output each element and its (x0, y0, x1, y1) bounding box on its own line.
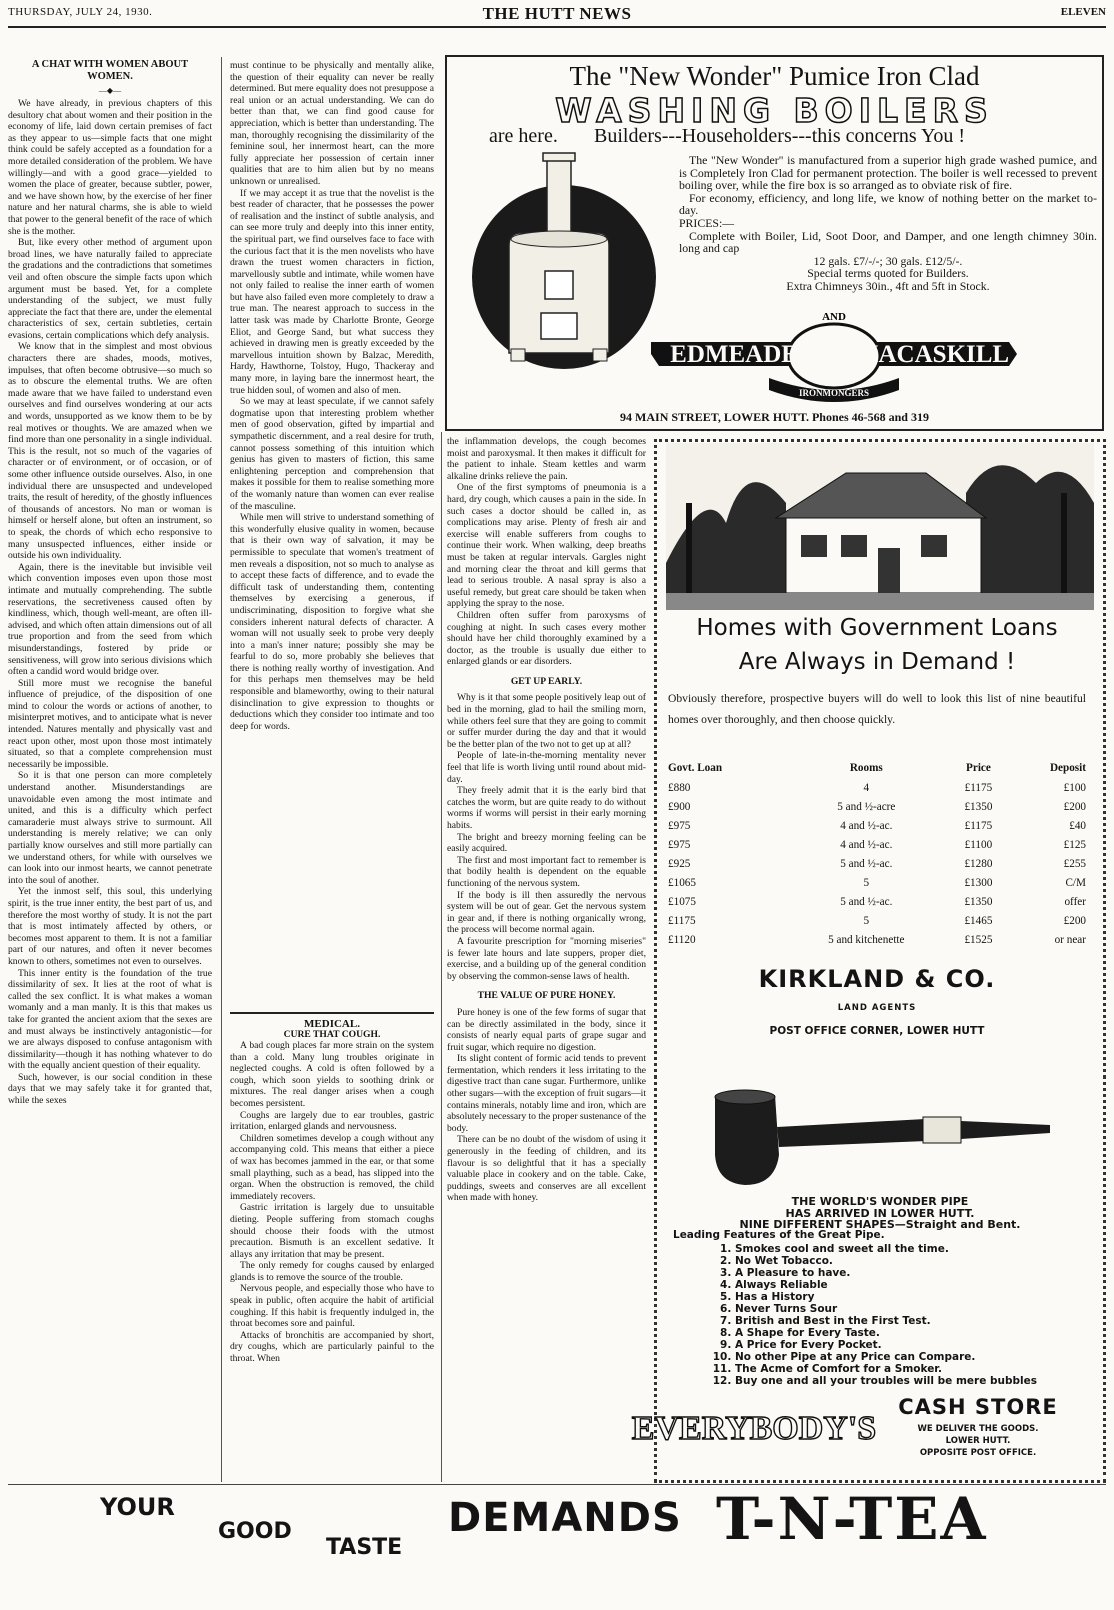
paragraph: Gastric irritation is largely due to unsuitable dieting. People suffering from stomach coughs should choose their foods with the utmost precaution. Bismuth is an excellent sedative. It allays any irritation that may be present. (230, 1202, 434, 1260)
table-cell: or near (1054, 933, 1086, 946)
paragraph: Still more must we recognise the baneful influence of prejudice, of the disposition of one mind to colour the words or actions of another, to misinterpret motives, and to anticipate what is never intended. Natures mentally and physically vast and react upon other, most upon those most intimately situated, so that a complete comprehension must necessarily be impossible. (8, 677, 212, 770)
paragraph: Why is it that some people positively leap out of bed in the morning, glad to hail the smiling morn, while others feel sure that they are going to commit or suffer murder during the day and that it would be the better plan of the two not to get up at all? (447, 692, 646, 750)
table-cell: 5 and kitchenette (828, 933, 905, 946)
washing-boiler-advert (445, 55, 1104, 431)
pipe-shapes: NINE DIFFERENT SHAPES—Straight and Bent. (739, 1218, 1021, 1231)
paragraph: While men will strive to understand something of this wonderfully elusive quality in women, because that is their own way of salvation, it may be permissible to speculate that women's treatment of men reveals a disposition, not so much to analyse as to accept these facts of difference, and to evade the difficult task of understanding them, contenting themselves by exercising a generous, if undiscriminating, disposition to forgive what she considers inherent natural defects of character. A woman will not usually seek to probe very deeply into a man's inner nature; possibly she may be fearful to do so, more probably she believes that there is nothing really worthy of investigation. And for this perhaps men themselves may be held responsible and blameworthy, owing to their natural disinclination to give expression to thoughts or deductions which they consider too intimate and too deep for words. (230, 512, 434, 732)
government-loan-homes-advert (654, 431, 1100, 1069)
list-item: 6. Never Turns Sour (735, 1303, 1037, 1315)
table-cell: £1100 (964, 838, 993, 851)
land-agent-location: POST OFFICE CORNER, LOWER HUTT (769, 1025, 985, 1037)
chimney-stock: Extra Chimneys 30in., 4ft and 5ft in Stock. (786, 278, 990, 293)
medical-section-heading: MEDICAL. (230, 1012, 434, 1030)
table-cell: £900 (668, 800, 691, 813)
table-cell: offer (1064, 895, 1086, 908)
everybodys-store-logo (631, 1393, 877, 1455)
paragraph: They freely admit that it is the early bird that catches the worm, but are quite ready to do without worms if worms will persist in their early morning habits. (447, 785, 646, 831)
table-row (668, 835, 1086, 854)
table-row (668, 778, 1086, 797)
list-item: 8. A Shape for Every Taste. (735, 1327, 1037, 1339)
prices-line: 12 gals. £7/-/-; 30 gals. £12/5/-. (813, 253, 963, 268)
paragraph: We have already, in previous chapters of this desultory chat about women and their position in the economy of life, laid down certain premises of fact as they appear to us—simple facts that one might think could be safely accepted as a foundation for a more detailed consideration of the problem. We have willingly—and with a good grace—yielded to women the place of greater, because subtler, power, and we have shown how, by the exercise of her finer nature and her natural charms, she is able to wield that power to the general benefit of the race of which she is the mother. (8, 98, 212, 237)
washing-boiler-illustration (459, 153, 674, 371)
paragraph: The bright and breezy morning feeling can be easily acquired. (447, 831, 646, 855)
paragraph: If the body is ill then assuredly the nervous system will be out of gear. Get the nervous system in gear and, if there is nothing organically wrong, the process will become normal again. (447, 889, 646, 936)
paragraph: The first and most important fact to remember is that bodily health is dependent on the equable functioning of the nervous system. (447, 854, 646, 889)
store-location: OPPOSITE POST OFFICE. (919, 1448, 1037, 1458)
paragraph: the inflammation develops, the cough becomes moist and paroxysmal. It then makes it difficult for the patient to inhale. Steam kettles and warm alkaline drinks relieve the pain. (447, 436, 646, 482)
table-cell: £1075 (668, 895, 696, 908)
table-cell: £1280 (964, 857, 993, 870)
store-town: LOWER HUTT. (945, 1436, 1011, 1446)
homes-price-table (668, 757, 1086, 949)
table-cell: 5 (863, 876, 870, 889)
headline-line-1: Homes with Government Loans (696, 615, 1058, 641)
paragraph: This inner entity is the foundation of the true dissimilarity of sex. It lies at the root of what is called the sex conflict. It is what makes a woman womanly and a man manly. It is this that makes us take for granted the ancient axiom that the sexes are and must always be instinctively antagonistic—for we are always disposed to confuse antagonism with dissimilarity—though it has nothing whatever to do with the equally ancient question of their equality. (8, 967, 212, 1072)
page-number: ELEVEN (1060, 6, 1106, 18)
chat-article-column-2 (230, 60, 434, 985)
delivery-note: WE DELIVER THE GOODS. (917, 1424, 1039, 1434)
table-row (668, 816, 1086, 835)
banner-word-taste: TASTE (326, 1535, 403, 1560)
paragraph: So we may at least speculate, if we cannot safely dogmatise upon that interesting problem whether men of good observation, gifted by impartial and sympathetic discernment, and a real desire for truth, cannot possess something of this intuition which genius has given to masters of fiction, this same enlightening perception and comprehension that makes it possible for them to realise something more of the womanly nature than women can ever realise of the masculine. (230, 396, 434, 512)
advert-intro: Obviously therefore, prospective buyers will do well to look this list of nine beautiful homes over thoroughly, and then choose quickly. (668, 692, 1086, 726)
advert-body (679, 154, 1097, 293)
logo-and: AND (822, 311, 846, 323)
table-cell: £1350 (964, 800, 993, 813)
pure-honey-heading: THE VALUE OF PURE HONEY. (477, 990, 616, 1002)
table-cell: £925 (668, 857, 691, 870)
table-cell: 4 and ½-ac. (840, 819, 893, 832)
banner-word-demands: DEMANDS (448, 1495, 682, 1541)
paragraph: One of the first symptoms of pneumonia is a hard, dry cough, which causes a pain in the side. In such cases a doctor should be called in, as complications may arise. Plenty of fresh air and exercise will enable sufferers from coughs to continue their work. When walking, deep breaths must be taken at regular intervals. Gargles night and morning clear the throat and kill germs that lead to serious trouble. A nasal spray is also a useful remedy, but great care should be taken when applying the spray to the nose. (447, 482, 646, 610)
issue-date: THURSDAY, JULY 24, 1930. (8, 6, 153, 18)
table-row (668, 797, 1086, 816)
advert-tagline: are here. (489, 125, 558, 147)
logo-trade: IRONMONGERS (798, 388, 870, 398)
paragraph: must continue to be physically and mentally alike, the question of their equality can never be really determined. But mere equality does not presuppose a real union or an actual understanding. We can do better than that, we can find good cause for appreciation, which is better than understanding. The man, thoroughly recognising the dissimilarity of the feminine soul, her innermost heart, can the more fully appreciate her possession of certain inner qualities that are to him alien but by no means unknown or unrealised. (230, 60, 434, 187)
newspaper-title: THE HUTT NEWS (482, 4, 632, 23)
paragraph: Pure honey is one of the few forms of sugar that can be directly assimilated in the body, since it consists of nearly equal parts of grape sugar and fruit sugar, which require no digestion. (447, 1006, 646, 1053)
paragraph: Its slight content of formic acid tends to prevent fermentation, which renders it less irritating to the digestive tract than cane sugar. Furthermore, unlike other sugars—with the exception of fruit sugars—it contains minerals, notably lime and iron, which are absolutely necessary to the proper sustenance of the body. (447, 1053, 647, 1134)
table-cell: £1175 (964, 781, 993, 794)
paragraph: Such, however, is our social condition in these days that we may safely take it for granted that, while the sexes (8, 1071, 212, 1107)
table-cell: £200 (1063, 800, 1086, 813)
house-illustration (666, 443, 1094, 610)
prices-detail: Complete with Boiler, Lid, Soot Door, and Damper, and one length chimney 30in. long and cap (679, 228, 1097, 256)
medical-article-column-1 (230, 1040, 434, 1477)
pipe-illustration (705, 1085, 1055, 1195)
paragraph: For economy, efficiency, and long life, we know of nothing better on the market to-day. (679, 190, 1097, 218)
cash-store-label: CASH STORE (898, 1395, 1058, 1419)
table-cell: £255 (1063, 857, 1086, 870)
get-up-early-heading: GET UP EARLY. (510, 675, 583, 687)
edmeades-macaskill-logo (649, 302, 1019, 407)
list-item: 12. Buy one and all your troubles will be mere bubbles (735, 1375, 1037, 1387)
logo-firm-left: EDMEADES (670, 341, 812, 368)
paragraph: Again, there is the inevitable but invisible veil which convention imposes even upon those most intimate and mutually comprehending. The subtle reservations, the secretiveness caused often by kindliness, which, though well-meant, are often ill-advised, and which often attain dimensions out of all true proportion and from the seed from which misunderstandings, fostered by pride or sensitiveness, will grow into serious divisions which often a candid word would bridge over. (8, 561, 212, 678)
headline-line-2: Are Always in Demand ! (738, 649, 1016, 675)
chat-article-headline: A CHAT WITH WOMEN ABOUT WOMEN. (31, 59, 189, 82)
table-cell: £1525 (964, 933, 993, 946)
land-agent-role: LAND AGENTS (837, 1003, 917, 1013)
advert-headline (654, 611, 1100, 679)
table-cell: £1350 (964, 895, 993, 908)
list-item: 1. Smokes cool and sweet all the time. (735, 1243, 1037, 1255)
table-cell: £200 (1063, 914, 1086, 927)
land-agent-name: KIRKLAND & CO. (758, 965, 996, 993)
paragraph: So it is that one person can more completely understand another. Misunderstandings are unavoidable even among the most intimate and united, and this is a difficulty which perfect camaraderie must always strive to surmount. All understanding is merely relative; we can only partially know ourselves and still more partially can we understand others, for while with ourselves we can look into our inmost hearts, we cannot penetrate into the soul of another. (8, 770, 212, 886)
table-cell: £1120 (668, 933, 696, 946)
banner-word-your: YOUR (100, 1493, 175, 1521)
column-header: Deposit (1049, 761, 1086, 774)
table-row (668, 892, 1086, 911)
paragraph: A bad cough places far more strain on the system than a cold. Many lung troubles originate in neglected coughs. A cold is often followed by a cough, which soon yields to soothing drink or mixtures. The real danger arises when a cough becomes persistent. (230, 1040, 434, 1109)
logo-firm-right: MACASKILL (854, 341, 1010, 368)
list-item: 3. A Pleasure to have. (735, 1267, 1037, 1279)
paragraph: But, like every other method of argument upon broad lines, we have naturally failed to appreciate the gradations and the contradictions that sometimes veil and often obscure the simple facts upon which argument must be based. Yet, for a complete understanding of the subject, we must fully appreciate the fact that there are, under the elemental characteristics of sex, certain subtleties, certain evasions, certain complications which defy analysis. (8, 237, 212, 341)
paragraph: Yet the inmost self, this soul, this underlying spirit, is the true inner entity, the best part of us, and therefore the most worthy of study. It is not the part that is most intimately affected by others, or becomes most apparent to them. It is not a familiar part of our natures, and often it never becomes known to others, sometimes not even to ourselves. (8, 886, 212, 967)
pipe-arrival: HAS ARRIVED IN LOWER HUTT. (785, 1207, 975, 1220)
table-cell: £1065 (668, 876, 696, 889)
advert-product-name: WASHING BOILERS (555, 91, 994, 130)
paragraph: If we may accept it as true that the novelist is the best reader of character, that he possesses the power of realisation and the instinct of subtle analysis, and can see more truly and deeply into this inner entity, the spiritual part, we find ourselves face to face with the curious fact that it is the men novelists who have drawn the truest women characters in fiction, marvellously subtle and intimate, while women have not only failed to realise the inner earth of women but have also failed even more completely to draw a true man. The nearest approach to success in the latter task was made by Charlotte Bronte, George Eliot, and George Sand, but what success they achieved in drawing men is greatly exceeded by the marvellous intuition shown by Balzac, Meredith, Hardy, Hawthorne, Tolstoy, Hugo, Thackeray and many more, in laying bare the innermost heart, the true hidden soul, of women and also of men. (230, 187, 434, 396)
medical-article-column-2 (447, 436, 646, 1481)
table-header-row (668, 757, 1086, 778)
list-item: 5. Has a History (735, 1291, 1037, 1303)
table-row (668, 930, 1086, 949)
paragraph: Children often suffer from paroxysms of coughing at night. In such cases every mother should have her child thoroughly examined by a doctor, as the trouble is usually due either to enlarged glands or ear disorders. (447, 609, 646, 668)
table-cell: £1175 (964, 819, 993, 832)
pipe-features-list (709, 1243, 1037, 1387)
table-cell: 5 and ½-ac. (840, 857, 893, 870)
chat-article-column-1 (8, 87, 212, 1480)
paragraph: Attacks of bronchitis are accompanied by short, dry coughs, which are particularly painful to the throat. When (230, 1329, 434, 1365)
column-header: Govt. Loan (668, 761, 723, 774)
table-cell: £100 (1063, 781, 1086, 794)
builders-terms: Special terms quoted for Builders. (807, 266, 969, 281)
table-cell: £975 (668, 838, 691, 851)
banner-word-good: GOOD (218, 1519, 292, 1544)
table-cell: £880 (668, 781, 691, 794)
paragraph: Nervous people, and especially those who have to speak in public, often acquire the habit of artificial coughing. If this habit is frequently indulged in, the throat becomes sore and painful. (230, 1283, 434, 1330)
table-cell: 5 and ½-ac. (840, 895, 893, 908)
masthead (8, 4, 1106, 28)
list-item: 4. Always Reliable (735, 1279, 1037, 1291)
pipe-features-heading: Leading Features of the Great Pipe. (673, 1229, 885, 1241)
table-cell: £1300 (964, 876, 993, 889)
table-cell: 5 and ½-acre (837, 800, 896, 813)
list-item: 2. No Wet Tobacco. (735, 1255, 1037, 1267)
ornament: —◆— (98, 86, 122, 95)
list-item: 7. British and Best in the First Test. (735, 1315, 1037, 1327)
table-cell: 4 (863, 781, 870, 794)
column-rule (441, 432, 442, 1482)
table-cell: £1465 (964, 914, 993, 927)
pipe-headline: THE WORLD'S WONDER PIPE (791, 1195, 969, 1208)
table-row (668, 873, 1086, 892)
column-header: Price (966, 761, 991, 774)
column-header: Rooms (849, 761, 883, 774)
prices-label: PRICES:— (679, 215, 735, 230)
paragraph: Children sometimes develop a cough without any accompanying cold. This means that either a piece of wax has becomes jammed in the ear, or that some small plaything, such as a bead, has slipped into the organ. When the obstruction is removed, the child immediately recovers. (230, 1132, 434, 1202)
table-cell: £40 (1069, 819, 1086, 832)
table-row (668, 911, 1086, 930)
wonder-pipe-advert (631, 1075, 1106, 1483)
table-cell: £125 (1063, 838, 1086, 851)
table-cell: £975 (668, 819, 691, 832)
table-cell: 4 and ½-ac. (840, 838, 893, 851)
table-cell: 5 (863, 914, 870, 927)
advert-headline: The "New Wonder" Pumice Iron Clad (569, 61, 980, 91)
paragraph: The "New Wonder" is manufactured from a superior high grade washed pumice, and is Completely Iron Clad for permanent protection. The boiler is well recessed to prevent boiling over, while the fire box is so arranged as to obviate risk of fire. (679, 153, 1097, 193)
store-name: EVERYBODY'S (631, 1410, 877, 1447)
paragraph: The only remedy for coughs caused by enlarged glands is to remove the source of the trouble. (230, 1260, 434, 1283)
paragraph: A favourite prescription for "morning miseries" is fewer late hours and late suppers, proper diet, exercise, and a building up of the general condition by observing the common-sense laws of health. (447, 935, 646, 982)
list-item: 10. No other Pipe at any Price can Compare. (735, 1351, 1037, 1363)
paragraph: Coughs are largely due to ear troubles, gastric irritation, enlarged glands and nervousness. (230, 1109, 434, 1133)
advert-audience: Builders---Householders---this concerns You ! (594, 125, 966, 147)
paragraph: People of late-in-the-morning mentality never feel that life is worth living until round about mid-day. (447, 750, 646, 785)
table-row (668, 854, 1086, 873)
advert-address: 94 MAIN STREET, LOWER HUTT. Phones 46-568 and 319 (620, 410, 929, 424)
tea-banner (8, 1484, 1106, 1605)
table-cell: £1175 (668, 914, 696, 927)
list-item: 9. A Price for Every Pocket. (735, 1339, 1037, 1351)
column-rule (221, 57, 222, 1482)
paragraph: There can be no doubt of the wisdom of using it generously in the feeding of children, and its flavour is so delightful that it has a specially valuable place in cookery and on the table. Cake, puddings, sweets and conserves are all excellent when made with honey. (447, 1134, 646, 1204)
banner-brand: T-N-TEA (716, 1485, 988, 1553)
table-cell: C/M (1065, 876, 1086, 889)
medical-article-title: CURE THAT COUGH. (283, 1029, 381, 1040)
list-item: 11. The Acme of Comfort for a Smoker. (735, 1363, 1037, 1375)
paragraph: We know that in the simplest and most obvious characters there are shades, moods, motives, impulses, that often become obtrusive—so much so as to obscure the elemental truths. We are often made aware that we have failed to understand even ourselves and find ourselves wondering at our acts and words, unsupported as we know them to be by real motives or thoughts. We are amazed when we find more than one personality in a single individual. This is the result, not so much of the vagaries of character or of environment, or of occasion, or of some other influence outside ourselves. Also, in one individual there are unsuspected and undeveloped traits, the result of heredity, of the ghostly influences of thousands of ancestors. No man or woman is himself or herself alone, but often an instrument, so to speak, the chords of which echo responsive to many unsuspected influences, either inside or outside his own individuality. (8, 341, 212, 562)
